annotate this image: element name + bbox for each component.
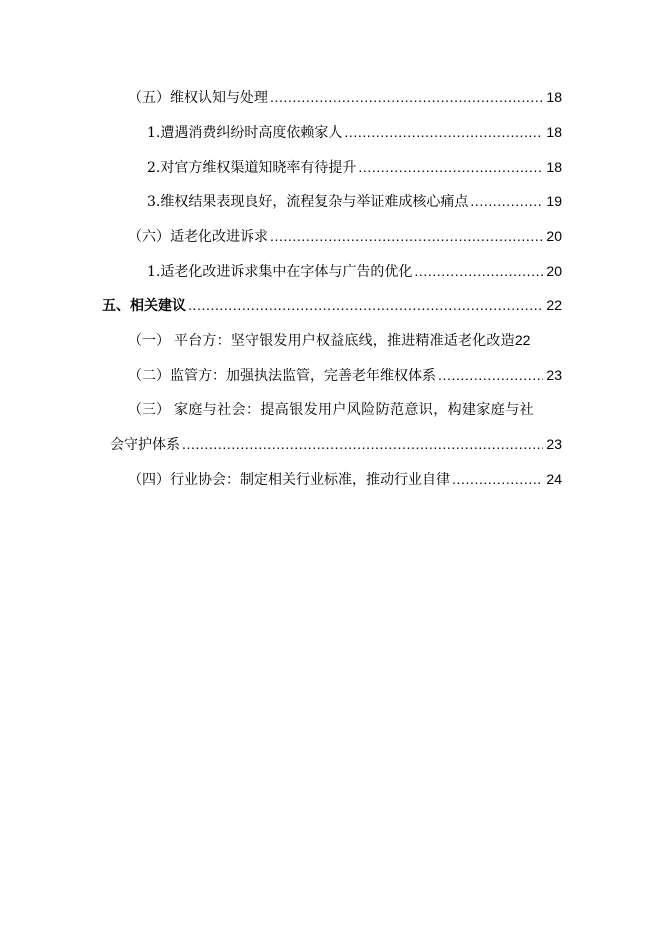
toc-leader-dots bbox=[470, 191, 543, 211]
toc-entry-6-4[interactable] bbox=[128, 469, 562, 490]
toc-page-number: 18 bbox=[546, 124, 562, 140]
toc-entry-number: （四） bbox=[128, 472, 170, 488]
toc-entry-title: 相关建议 bbox=[130, 298, 186, 314]
toc-entry-title: 遭遇消费纠纷时高度依赖家人 bbox=[160, 125, 343, 141]
toc-page-number: 23 bbox=[546, 367, 562, 383]
toc-entry-5-5-3[interactable] bbox=[147, 191, 562, 212]
toc-page-number: 18 bbox=[546, 89, 562, 105]
toc-entry-number: 1. bbox=[147, 125, 161, 141]
toc-page-number: 20 bbox=[546, 263, 562, 279]
toc-page-number: 20 bbox=[546, 228, 562, 244]
toc-entry-title: 监管方：加强执法监管，完善老年维权体系 bbox=[170, 368, 436, 384]
toc-entry-title-continued: 会守护体系 bbox=[110, 437, 180, 453]
toc-page-number: 19 bbox=[546, 193, 562, 209]
toc-entry-number: （二） bbox=[128, 368, 170, 384]
toc-entry-5-5[interactable] bbox=[128, 87, 562, 108]
toc-entry-6-1[interactable] bbox=[128, 330, 568, 351]
toc-entry-title: 维权认知与处理 bbox=[170, 90, 268, 106]
toc-leader-dots bbox=[358, 157, 543, 177]
toc-entry-number: 3. bbox=[147, 194, 161, 210]
toc-entry-title: 适老化改进诉求集中在字体与广告的优化 bbox=[160, 264, 413, 280]
toc-leader-dots bbox=[452, 469, 543, 489]
toc-leader-dots bbox=[414, 261, 543, 281]
toc-leader-dots bbox=[182, 434, 543, 454]
toc-entry-6-3[interactable] bbox=[128, 400, 568, 420]
toc-entry-title: 家庭与社会：提高银发用户风险防范意识，构建家庭与社 bbox=[174, 402, 534, 418]
toc-entry-number: （一） bbox=[128, 333, 170, 349]
toc-leader-dots bbox=[270, 87, 543, 107]
toc-entry-title: 对官方维权渠道知晓率有待提升 bbox=[160, 160, 357, 176]
toc-entry-6-2[interactable] bbox=[128, 365, 562, 386]
toc-entry-title: 维权结果表现良好，流程复杂与举证难成核心痛点 bbox=[160, 194, 469, 210]
toc-entry-number: 2. bbox=[147, 160, 161, 176]
toc-entry-section-5[interactable] bbox=[102, 295, 562, 316]
toc-entry-number: （三） bbox=[128, 402, 170, 418]
toc-page-number: 24 bbox=[546, 471, 562, 487]
toc-page-number: 22 bbox=[546, 297, 562, 313]
toc-entry-number: 1. bbox=[147, 264, 161, 280]
toc-entry-number: （六） bbox=[128, 229, 170, 245]
toc-entry-number: （五） bbox=[128, 90, 170, 106]
toc-entry-5-5-2[interactable] bbox=[147, 157, 562, 178]
toc-entry-title: 行业协会：制定相关行业标准，推动行业自律 bbox=[170, 472, 450, 488]
toc-entry-title: 适老化改进诉求 bbox=[170, 229, 268, 245]
toc-entry-6-3-continued[interactable] bbox=[110, 434, 562, 455]
toc-entry-number: 五、 bbox=[102, 298, 130, 314]
toc-entry-5-5-1[interactable] bbox=[147, 122, 562, 143]
toc-page-number: 18 bbox=[546, 159, 562, 175]
toc-leader-dots bbox=[188, 295, 543, 315]
toc-leader-dots bbox=[344, 122, 543, 142]
toc-page-number: 22 bbox=[514, 332, 531, 348]
toc-page-number: 23 bbox=[546, 436, 562, 452]
toc-entry-5-6-1[interactable] bbox=[147, 261, 562, 282]
toc-entry-title: 平台方：坚守银发用户权益底线，推进精准适老化改造 bbox=[174, 333, 515, 349]
toc-leader-dots bbox=[270, 226, 543, 246]
toc-leader-dots bbox=[438, 365, 543, 385]
toc-entry-5-6[interactable] bbox=[128, 226, 562, 247]
